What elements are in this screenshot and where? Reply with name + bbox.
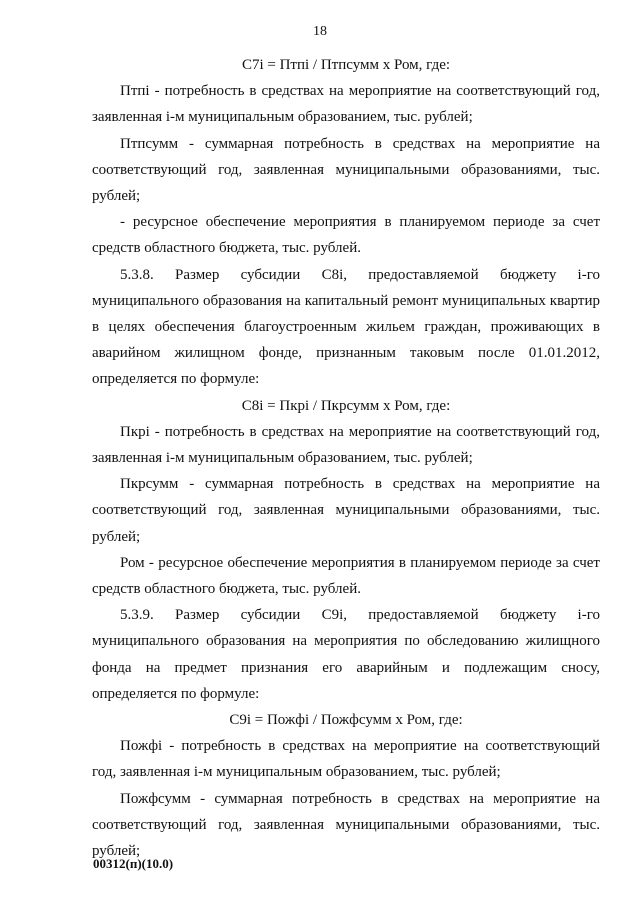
document-code: 00312(п)(10.0) <box>93 856 174 871</box>
definition-pkri: Пкрi - потребность в средствах на мероприятие на соответствующий год, заявленная i-м муниципальным образованием, тыс. рублей; <box>92 423 600 467</box>
definition-ptpsumm: Птпсумм - суммарная потребность в средствах на мероприятие на соответствующий год, заявленная муниципальными образованиями, тыс. рублей; <box>92 135 600 205</box>
definition-rom-2: Ром - ресурсное обеспечение мероприятия в планируемом периоде за счет средств областного бюджета, тыс. рублей. <box>92 554 600 598</box>
paragraph-5-3-8: 5.3.8. Размер субсидии С8i, предоставляемой бюджету i-го муниципального образования на капитальный ремонт муниципальных квартир в целях обеспечения благоустроенным жильем граждан, проживающих в аварийном жилищном фонде, признанным таковым после 01.01.2012, определяется по формуле: <box>92 266 600 388</box>
definition-pozhfi: Пожфi - потребность в средствах на мероприятие на соответствующий год, заявленная i-м муниципальным образованием, тыс. рублей; <box>92 738 600 781</box>
formula-c9: С9i = Пожфi / Пожфсумм х Ром, где: <box>229 712 463 729</box>
definition-rom-1: - ресурсное обеспечение мероприятия в планируемом периоде за счет средств областного бюджета, тыс. рублей. <box>92 214 600 257</box>
definition-ptpi: Птпi - потребность в средствах на мероприятие на соответствующий год, заявленная i-м муниципальным образованием, тыс. рублей; <box>92 83 600 126</box>
definition-pkrsumm: Пкрсумм - суммарная потребность в средствах на мероприятие на соответствующий год, заявленная муниципальными образованиями, тыс. рублей; <box>92 476 600 545</box>
formula-c7: С7i = Птпi / Птпсумм х Ром, где: <box>241 57 451 73</box>
page-number: 18 <box>313 24 327 39</box>
formula-c8: С8i = Пкрi / Пкрсумм х Ром, где: <box>241 397 451 414</box>
paragraph-5-3-9: 5.3.9. Размер субсидии С9i, предоставляемой бюджету i-го муниципального образования на мероприятия по обследованию жилищного фонда на предмет признания его аварийным и подлежащим сносу, определяется по формуле: <box>92 607 600 702</box>
definition-pozhfsumm: Пожфсумм - суммарная потребность в средствах на мероприятие на соответствующий год, заявленная муниципальными образованиями, тыс. рублей; <box>92 790 600 860</box>
document-body <box>92 52 600 864</box>
